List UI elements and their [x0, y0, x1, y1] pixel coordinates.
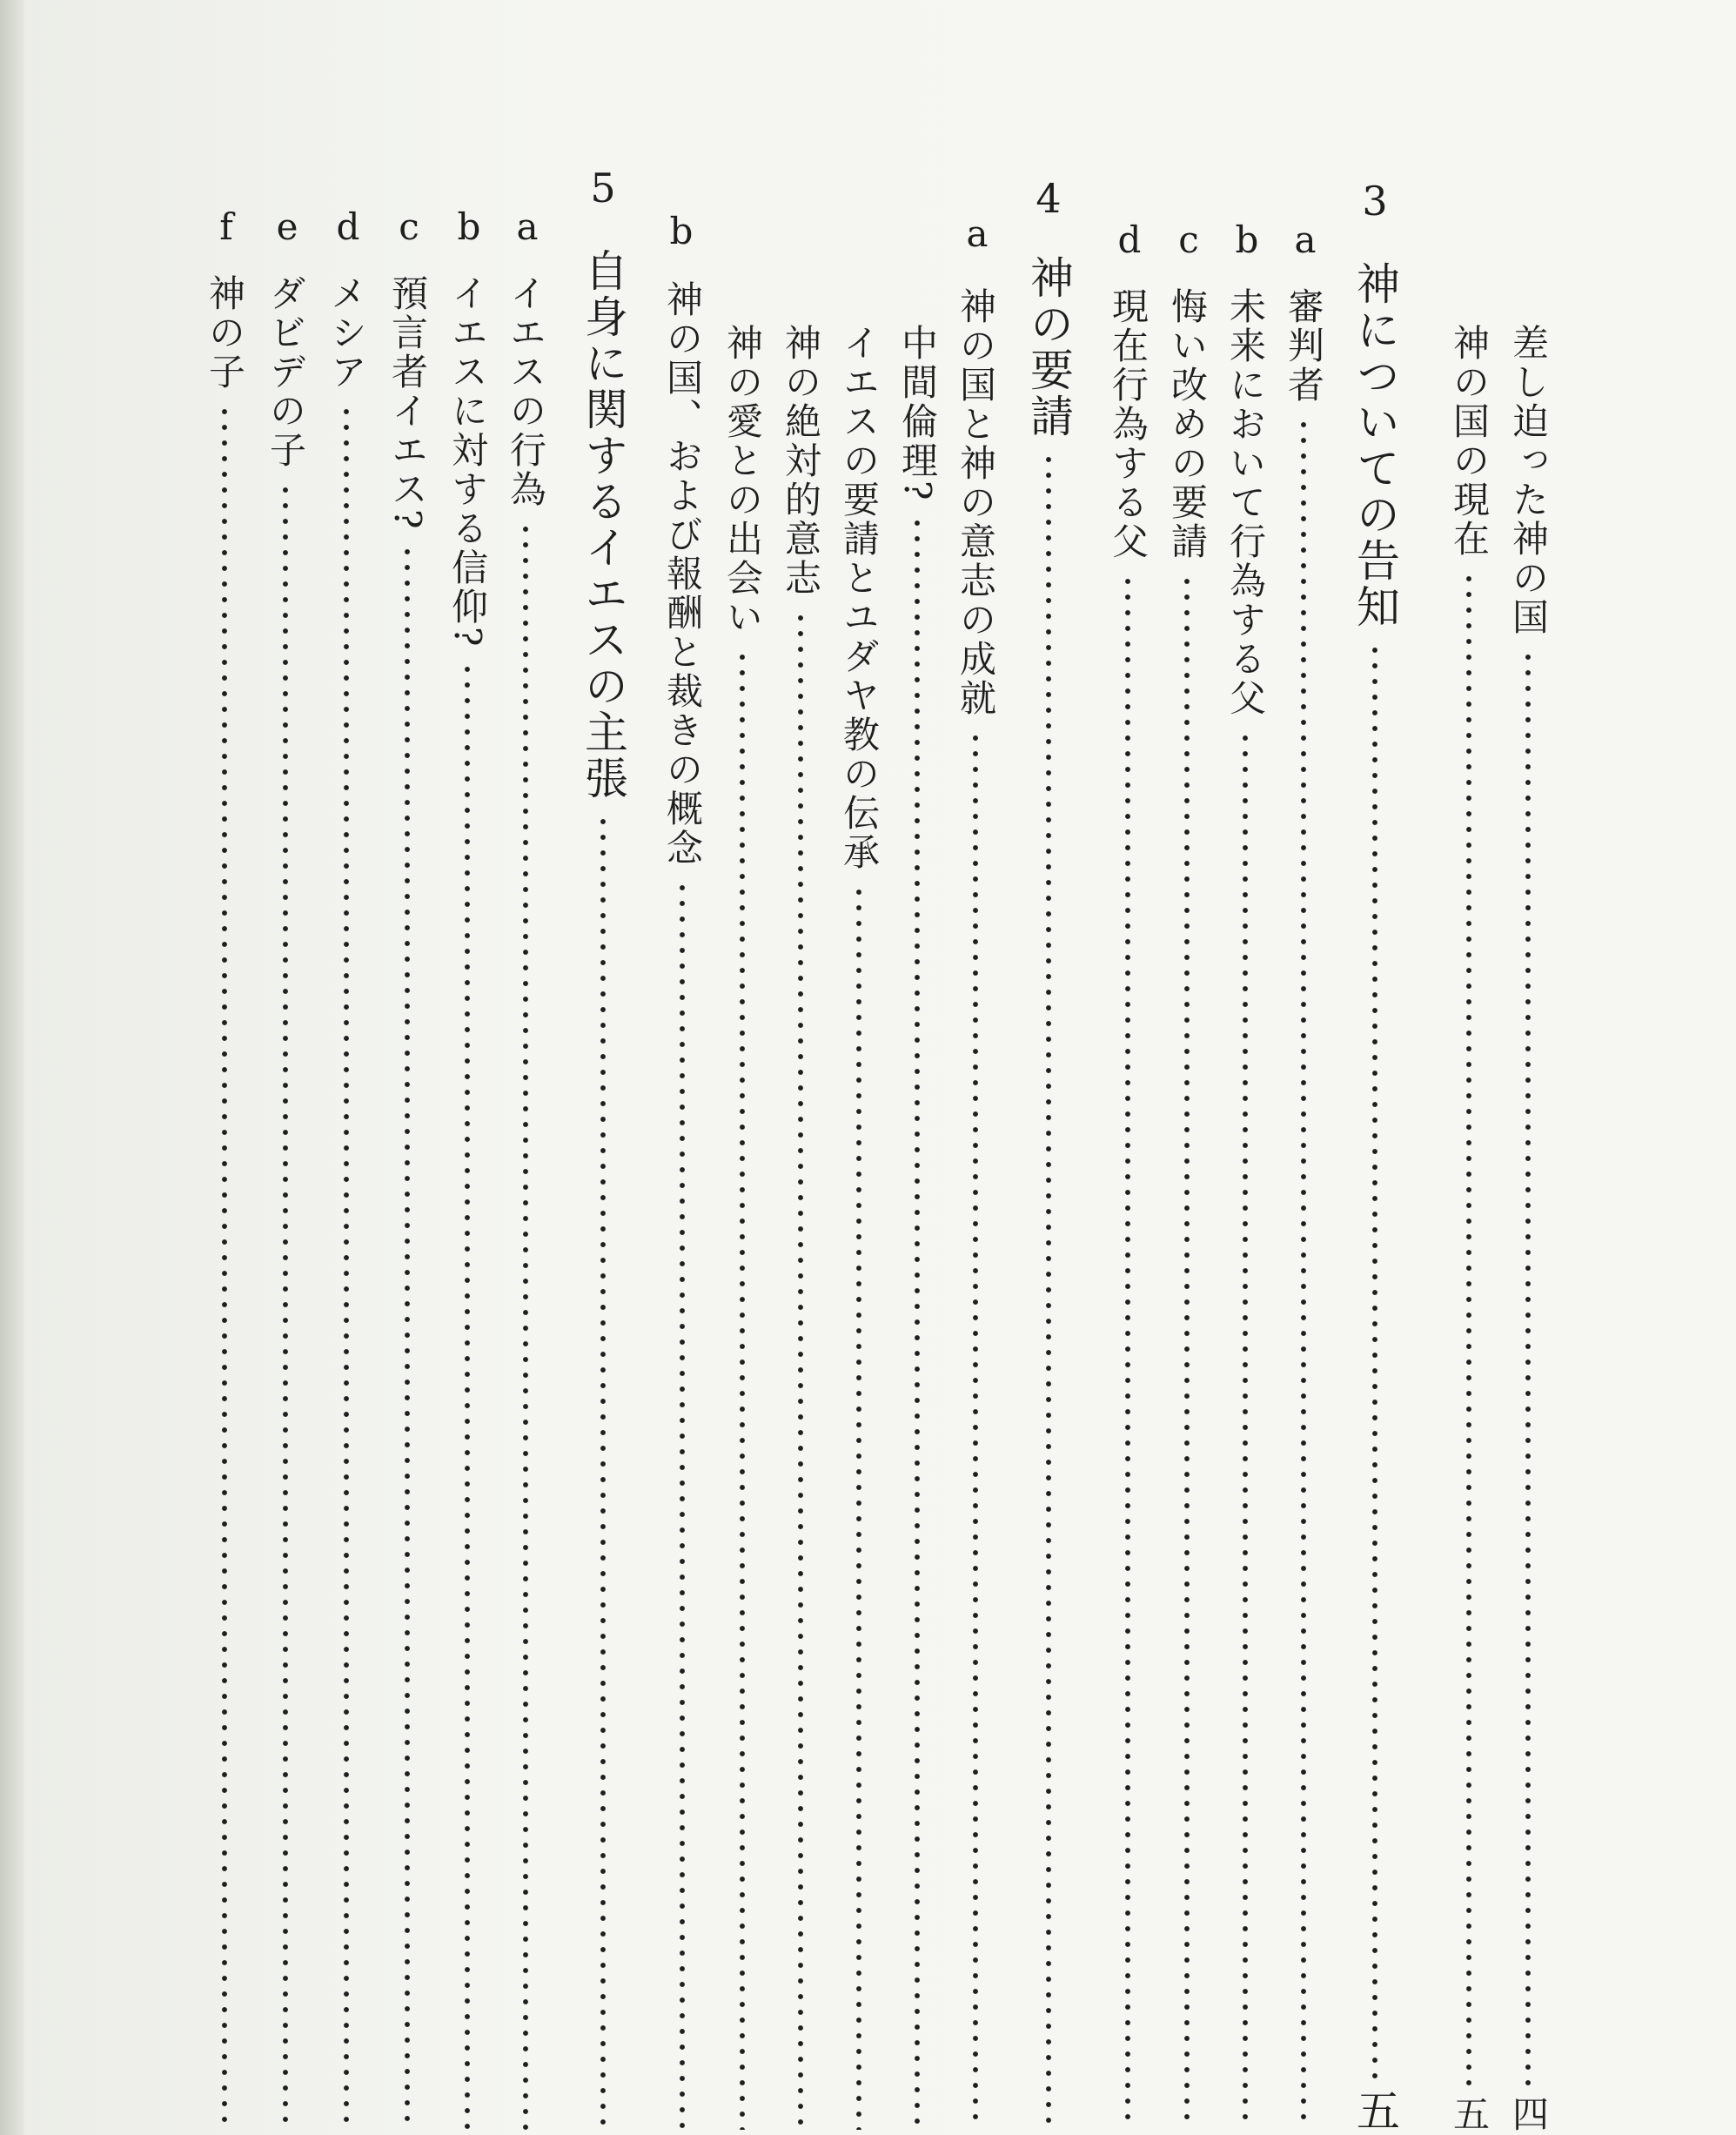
toc-entry[interactable]	[386, 274, 429, 2135]
dot-leader	[724, 649, 761, 2130]
toc-entry-title: 神の国と神の意志の成就	[955, 287, 997, 718]
toc-section-entry[interactable]	[578, 248, 628, 2135]
toc-entry[interactable]	[838, 324, 881, 2135]
dot-leader	[1285, 417, 1322, 2130]
dot-leader	[664, 880, 700, 2130]
toc-entry[interactable]	[1166, 287, 1209, 2135]
toc-entry-title: 中間倫理?	[896, 324, 939, 503]
item-letter-5a: a	[516, 205, 539, 248]
toc-entry-title: イエスに対する信仰?	[446, 274, 489, 649]
book-spine-shadow	[0, 0, 24, 2135]
dot-leader	[389, 544, 426, 2130]
toc-entry[interactable]	[1107, 287, 1150, 2135]
dot-leader	[267, 482, 304, 2130]
toc-entry-title: イエスの要請とユダヤ教の伝承	[838, 324, 881, 872]
dot-leader	[1451, 571, 1487, 2090]
section-number-3: 3	[1362, 178, 1388, 225]
toc-entry[interactable]	[955, 287, 997, 2135]
dot-leader	[1227, 730, 1263, 2130]
dot-leader	[1510, 649, 1546, 2090]
item-letter-3c: c	[1178, 218, 1199, 261]
toc-entry-title: 自身に関するイエスの主張	[578, 248, 628, 802]
toc-page-number: 四	[1507, 2095, 1550, 2135]
toc-entry-title: 神の要請	[1023, 255, 1074, 440]
item-letter-5b: b	[457, 205, 481, 248]
toc-entry[interactable]	[780, 324, 822, 2135]
toc-entry-title: 神の愛との出会い	[721, 324, 764, 637]
dot-leader	[328, 404, 365, 2130]
item-letter-4b: b	[669, 210, 694, 252]
dot-leader	[1169, 574, 1205, 2130]
toc-entry[interactable]	[265, 274, 307, 2135]
dot-leader	[782, 610, 819, 2130]
toc-entry[interactable]	[446, 274, 489, 2135]
toc-entry-title: 神の子	[204, 274, 246, 392]
dot-leader	[1109, 574, 1146, 2130]
dot-leader	[1027, 452, 1070, 2130]
section-number-4: 4	[1036, 175, 1062, 222]
dot-leader	[206, 404, 243, 2130]
toc-entry[interactable]	[1448, 324, 1491, 2135]
toc-entry-title: 悔い改めの要請	[1166, 287, 1209, 561]
toc-entry[interactable]	[721, 324, 764, 2135]
toc-entry-title: 差し迫った神の国	[1507, 324, 1550, 637]
dot-leader	[581, 814, 625, 2130]
toc-page-number: 五	[1350, 2088, 1400, 2135]
dot-leader	[841, 884, 877, 2130]
toc-entry[interactable]	[325, 274, 368, 2135]
toc-entry[interactable]	[1283, 287, 1325, 2135]
toc-entry-title: 神の国の現在	[1448, 324, 1491, 559]
toc-section-entry[interactable]	[1350, 261, 1400, 2135]
toc-entry[interactable]	[505, 274, 547, 2135]
toc-page-number: 五	[1448, 2095, 1491, 2135]
toc-entry[interactable]	[896, 324, 939, 2135]
toc-entry-title: 神の絶対的意志	[780, 324, 822, 598]
toc-entry-title: 神についての告知	[1350, 261, 1400, 630]
dot-leader	[507, 521, 544, 2130]
item-letter-5c: c	[399, 205, 419, 248]
dot-leader	[1353, 642, 1397, 2083]
toc-entry[interactable]	[661, 280, 704, 2135]
toc-entry-title: メシア	[325, 274, 368, 392]
dot-leader	[899, 515, 935, 2130]
dot-leader	[957, 730, 994, 2130]
item-letter-3d: d	[1117, 218, 1142, 261]
toc-entry-title: 未来において行為する父	[1224, 287, 1267, 718]
item-letter-5f: f	[219, 205, 233, 248]
toc-entry[interactable]	[1507, 324, 1550, 2135]
toc-entry-title: 預言者イエス?	[386, 274, 429, 532]
toc-entry[interactable]	[1224, 287, 1267, 2135]
dot-leader	[449, 661, 486, 2130]
toc-entry-title: ダビデの子	[265, 274, 307, 470]
item-letter-4a: a	[966, 212, 989, 255]
toc-entry-title: 神の国、および報酬と裁きの概念	[661, 280, 704, 868]
item-letter-3a: a	[1294, 218, 1317, 261]
item-letter-3b: b	[1235, 218, 1259, 261]
toc-entry-title: 現在行為する父	[1107, 287, 1150, 561]
toc-entry-title: イエスの行為	[505, 274, 547, 509]
toc-entry[interactable]	[204, 274, 246, 2135]
toc-section-entry[interactable]	[1023, 255, 1074, 2135]
toc-entry-title: 審判者	[1283, 287, 1325, 405]
item-letter-5d: d	[336, 205, 360, 248]
section-number-5: 5	[590, 164, 616, 211]
item-letter-5e: e	[276, 205, 298, 248]
